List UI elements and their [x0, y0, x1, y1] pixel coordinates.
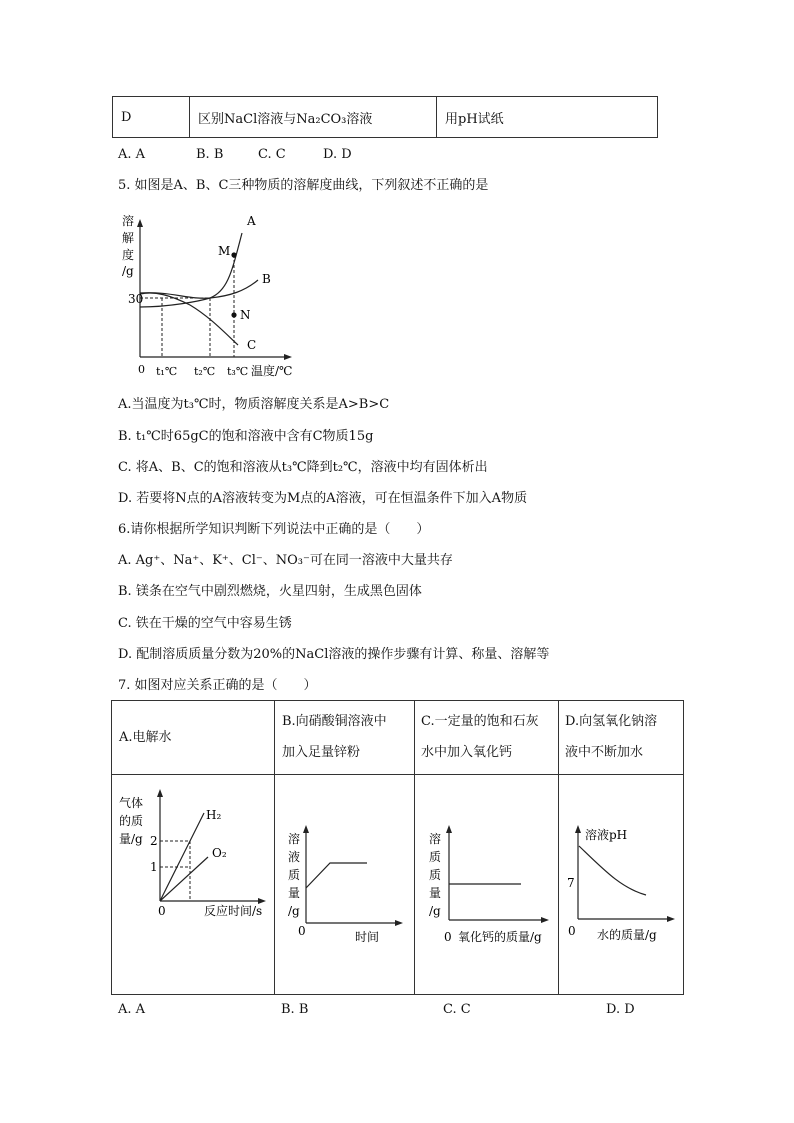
q4-option-c: C. C	[258, 147, 286, 162]
q5-option-c: C. 将A、B、C的饱和溶液从t₃℃降到t₂℃，溶液中均有固体析出	[118, 460, 488, 475]
y-axis-label-4: /g	[122, 264, 134, 278]
point-label-m: M	[218, 244, 231, 258]
graph-d-curve	[579, 846, 646, 895]
graph-b-ylabel-5: /g	[288, 904, 300, 918]
graph-c-lime-water	[415, 775, 558, 994]
q7-header-c-line1: C.一定量的饱和石灰	[421, 714, 539, 729]
graph-c-ylabel-4: 量	[429, 886, 442, 900]
line-h2	[160, 813, 204, 901]
graph-a-label-o2: O₂	[212, 846, 227, 860]
y-axis-label-2: 解	[122, 231, 135, 245]
graph-b-ylabel-4: 量	[288, 886, 301, 900]
q7-option-c: C. C	[443, 1002, 471, 1017]
graph-c-ylabel-2: 质	[429, 850, 442, 864]
q7-header-c-line2: 水中加入氧化钙	[421, 745, 513, 760]
graph-b-copper-nitrate	[275, 775, 414, 994]
q4-option-a: A. A	[118, 147, 146, 162]
graph-c-ylabel-3: 质	[429, 868, 442, 882]
table-row	[113, 97, 658, 138]
q5-option-a: A.当温度为t₃℃时，物质溶解度关系是A>B>C	[118, 397, 390, 412]
y-axis-label-1: 溶	[122, 214, 135, 228]
q7-header-b-line1: B.向硝酸铜溶液中	[282, 714, 387, 729]
graph-a-origin: 0	[158, 904, 166, 918]
q7-graph-table	[111, 700, 684, 995]
table-cell-label: D	[113, 97, 190, 138]
point-m	[231, 252, 236, 257]
q7-stem: 7. 如图对应关系正确的是（ ）	[118, 678, 317, 693]
graph-a-ylabel-1: 气体	[119, 796, 144, 810]
graph-a-ytick-1: 1	[150, 860, 158, 874]
graph-d-ylabel: 溶液pH	[585, 828, 628, 842]
graph-d-xlabel: 水的质量/g	[597, 928, 657, 942]
curve-label-a: A	[247, 214, 256, 228]
graph-c-ylabel-1: 溶	[429, 832, 442, 846]
q4-option-d: D. D	[323, 147, 352, 162]
graph-d-origin: 0	[568, 924, 576, 938]
graph-b-ylabel-3: 质	[288, 868, 301, 882]
q7-option-b: B. B	[281, 1002, 309, 1017]
graph-b-line	[306, 863, 367, 888]
graph-c-origin: 0	[444, 930, 452, 944]
q6-stem: 6.请你根据所学知识判断下列说法中正确的是（ ）	[118, 522, 430, 537]
q7-option-d: D. D	[606, 1002, 635, 1017]
graph-b-origin: 0	[298, 924, 306, 938]
graph-b-ylabel-2: 液	[288, 850, 301, 864]
q5-stem: 5. 如图是A、B、C三种物质的溶解度曲线，下列叙述不正确的是	[118, 178, 489, 193]
top-table	[112, 96, 658, 138]
graph-a-label-h2: H₂	[206, 808, 222, 822]
table-cell-purpose: 区别NaCl溶液与Na₂CO₃溶液	[190, 97, 437, 138]
graph-c-ylabel-5: /g	[429, 904, 441, 918]
graph-a-electrolysis	[112, 775, 274, 925]
y-tick-30: 30	[128, 292, 144, 306]
curve-b	[140, 280, 258, 298]
graph-b-xlabel: 时间	[355, 930, 380, 944]
x-tick-t3: t₃℃	[227, 365, 249, 378]
point-n	[231, 312, 236, 317]
curve-label-c: C	[247, 338, 257, 352]
graph-a-xlabel: 反应时间/s	[204, 904, 263, 918]
curve-c	[140, 293, 238, 345]
graph-c-xlabel: 氧化钙的质量/g	[458, 930, 542, 944]
q6-option-b: B. 镁条在空气中剧烈燃烧，火星四射，生成黑色固体	[118, 584, 422, 599]
q6-option-d: D. 配制溶质质量分数为20%的NaCl溶液的操作步骤有计算、称量、溶解等	[118, 647, 550, 662]
graph-b-ylabel-1: 溶	[288, 832, 301, 846]
q6-option-a: A. Ag⁺、Na⁺、K⁺、Cl⁻、NO₃⁻可在同一溶液中大量共存	[118, 553, 453, 568]
q7-option-a: A. A	[118, 1002, 146, 1017]
x-tick-t2: t₂℃	[194, 365, 216, 378]
graph-a-ylabel-2: 的质	[119, 814, 144, 828]
graph-a-ylabel-3: 量/g	[119, 832, 143, 846]
point-label-n: N	[240, 308, 251, 322]
graph-d-naoh-dilution	[559, 775, 683, 994]
q5-option-d: D. 若要将N点的A溶液转变为M点的A溶液，可在恒温条件下加入A物质	[118, 491, 528, 506]
x-axis-label: 温度/℃	[251, 364, 293, 378]
q5-option-b: B. t₁℃时65gC的饱和溶液中含有C物质15g	[118, 429, 374, 444]
x-tick-t1: t₁℃	[156, 365, 178, 378]
graph-d-ytick-7: 7	[567, 876, 575, 890]
q6-option-c: C. 铁在干燥的空气中容易生锈	[118, 616, 292, 631]
curve-label-b: B	[262, 272, 271, 286]
table-cell-method: 用pH试纸	[437, 97, 658, 138]
y-axis-label-3: 度	[122, 248, 135, 262]
q7-header-d-line1: D.向氢氧化钠溶	[565, 714, 658, 729]
origin-label: 0	[138, 363, 145, 376]
graph-a-ytick-2: 2	[150, 834, 158, 848]
line-o2	[160, 857, 208, 901]
q7-header-a: A.电解水	[119, 730, 172, 745]
q4-option-b: B. B	[196, 147, 224, 162]
q7-header-b-line2: 加入足量锌粉	[282, 745, 361, 760]
solubility-curve-chart	[110, 205, 310, 385]
q7-header-d-line2: 液中不断加水	[565, 745, 644, 760]
